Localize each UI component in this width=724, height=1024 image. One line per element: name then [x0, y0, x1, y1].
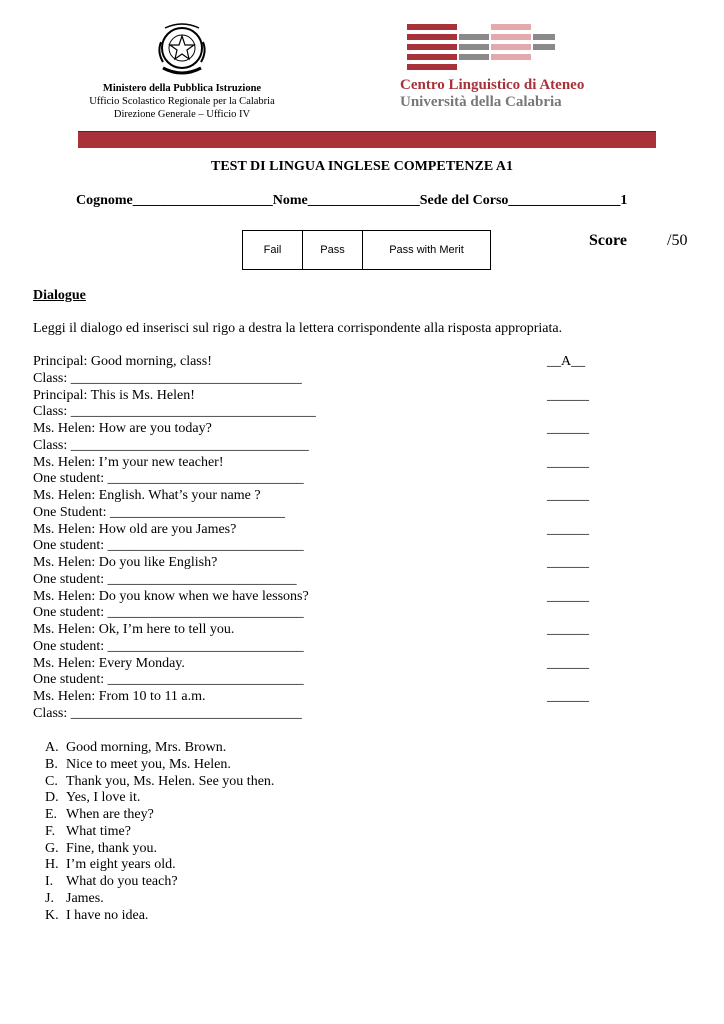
dialogue-text: One Student: _________________________ — [33, 504, 285, 520]
center-title: Centro Linguistico di Ateneo — [400, 77, 585, 93]
answer-blank[interactable]: ______ — [547, 588, 589, 604]
dialogue-line — [33, 656, 693, 673]
options-list — [45, 740, 274, 924]
answer-blank[interactable]: ______ — [547, 655, 589, 671]
dialogue-line — [33, 354, 693, 371]
option-item — [45, 824, 274, 841]
dialogue-text: One student: ____________________________ — [33, 538, 304, 554]
option-text: James. — [66, 890, 104, 906]
section-title: Dialogue — [33, 288, 86, 303]
option-letter: J. — [45, 890, 54, 906]
option-item — [45, 857, 274, 874]
dialogue-line — [33, 689, 693, 706]
option-text: Yes, I love it. — [66, 790, 141, 806]
option-letter: F. — [45, 823, 56, 839]
option-item — [45, 757, 274, 774]
answer-blank[interactable]: ______ — [547, 521, 589, 537]
dialogue-text: One student: ____________________________ — [33, 638, 304, 654]
dialogue-text: Ms. Helen: Every Monday. — [33, 655, 185, 671]
option-text: What do you teach? — [66, 874, 178, 889]
dialogue-text: Ms. Helen: Ok, I’m here to tell you. — [33, 622, 235, 637]
dialogue-text: One student: ___________________________ — [33, 571, 297, 587]
grade-row — [243, 231, 491, 270]
header-divider — [78, 131, 656, 148]
dialogue-line — [33, 605, 693, 622]
dialogue-text: Class: ___________________________________ — [33, 404, 316, 420]
dialogue-text: Ms. Helen: From 10 to 11 a.m. — [33, 689, 206, 704]
grade-pass: Pass — [303, 231, 363, 270]
answer-blank[interactable]: ______ — [547, 387, 589, 403]
option-text: I have no idea. — [66, 907, 149, 923]
dialogue-line — [33, 555, 693, 572]
dialogue-line — [33, 672, 693, 689]
option-text: Nice to meet you, Ms. Helen. — [66, 756, 231, 772]
instructions: Leggi il dialogo ed inserisci sul rigo a destra la lettera corrispondente alla risposta appropriata. — [33, 321, 563, 336]
student-info-line: Cognome____________________Nome________________Sede del Corso________________1 — [76, 193, 628, 208]
option-letter: D. — [45, 790, 59, 806]
dialogue-line — [33, 488, 693, 505]
score-label: Score — [589, 232, 627, 249]
option-letter: H. — [45, 857, 59, 873]
ministry-office: Ufficio Scolastico Regionale per la Calabria — [89, 96, 275, 107]
answer-blank[interactable]: __A__ — [547, 354, 586, 369]
option-text: Thank you, Ms. Helen. See you then. — [66, 773, 275, 789]
ministry-directorate: Direzione Generale – Ufficio IV — [113, 109, 251, 120]
answer-blank[interactable]: ______ — [547, 454, 589, 470]
ministry-block — [60, 82, 304, 121]
option-letter: K. — [45, 907, 59, 923]
dialogue-text: One student: ____________________________ — [33, 605, 304, 621]
answer-blank[interactable]: ______ — [547, 421, 589, 436]
dialogue-text: Class: _________________________________ — [33, 370, 302, 386]
dialogue-text: Principal: Good morning, class! — [33, 354, 212, 369]
option-letter: G. — [45, 840, 59, 856]
option-item — [45, 774, 274, 791]
answer-blank[interactable]: ______ — [547, 555, 589, 570]
dialogue-text: Ms. Helen: How are you today? — [33, 421, 212, 436]
option-text: I’m eight years old. — [66, 857, 176, 873]
dialogue-line — [33, 371, 693, 388]
dialogue-text: Ms. Helen: Do you know when we have lessons? — [33, 588, 309, 604]
dialogue-line — [33, 388, 693, 405]
grade-fail: Fail — [243, 231, 303, 270]
option-text: Fine, thank you. — [66, 840, 157, 856]
dialogue-line — [33, 438, 693, 455]
score-max: /50 — [667, 232, 688, 249]
dialogue-text: Ms. Helen: How old are you James? — [33, 521, 237, 537]
grade-table — [242, 230, 491, 270]
dialogue-text: Ms. Helen: Do you like English? — [33, 555, 218, 570]
option-letter: B. — [45, 756, 58, 772]
option-text: Good morning, Mrs. Brown. — [66, 740, 227, 755]
dialogue-line — [33, 639, 693, 656]
grade-pass-with-merit: Pass with Merit — [363, 231, 491, 270]
dialogue-line — [33, 622, 693, 639]
option-item — [45, 790, 274, 807]
dialogue-line — [33, 421, 693, 438]
dialogue-text: Class: _________________________________ — [33, 705, 302, 721]
dialogue-line — [33, 404, 693, 421]
option-item — [45, 891, 274, 908]
answer-blank[interactable]: ______ — [547, 488, 589, 503]
center-name — [400, 77, 584, 111]
dialogue-line — [33, 572, 693, 589]
option-text: When are they? — [66, 807, 154, 822]
dialogue-line — [33, 538, 693, 555]
option-item — [45, 740, 274, 757]
dialogue-text: Ms. Helen: English. What’s your name ? — [33, 488, 261, 503]
university-name: Università della Calabria — [400, 94, 562, 110]
test-title: TEST DI LINGUA INGLESE COMPETENZE A1 — [211, 159, 513, 174]
dialogue-line — [33, 471, 693, 488]
dialogue-line — [33, 522, 693, 539]
dialogue-text: Class: __________________________________ — [33, 437, 309, 453]
dialogue-line — [33, 505, 693, 522]
ministry-name: Ministero della Pubblica Istruzione — [102, 83, 262, 94]
dialogue-text: One student: ____________________________ — [33, 471, 304, 487]
answer-blank[interactable]: ______ — [547, 622, 589, 637]
dialogue-line — [33, 455, 693, 472]
option-text: What time? — [66, 823, 131, 839]
dialogue-list — [33, 354, 693, 723]
dialogue-line — [33, 589, 693, 606]
option-item — [45, 908, 274, 925]
dialogue-text: One student: ____________________________ — [33, 672, 304, 688]
dialogue-text: Principal: This is Ms. Helen! — [33, 387, 195, 403]
republic-emblem-icon — [155, 22, 209, 80]
option-item — [45, 807, 274, 824]
dialogue-line — [33, 706, 693, 723]
option-item — [45, 874, 274, 891]
option-letter: A. — [45, 740, 59, 755]
option-letter: C. — [45, 773, 58, 789]
option-item — [45, 841, 274, 858]
option-letter: E. — [45, 807, 58, 822]
dialogue-text: Ms. Helen: I’m your new teacher! — [33, 454, 224, 470]
cla-logo-icon — [405, 24, 557, 76]
answer-blank[interactable]: ______ — [547, 689, 589, 704]
option-letter: I. — [45, 874, 54, 889]
